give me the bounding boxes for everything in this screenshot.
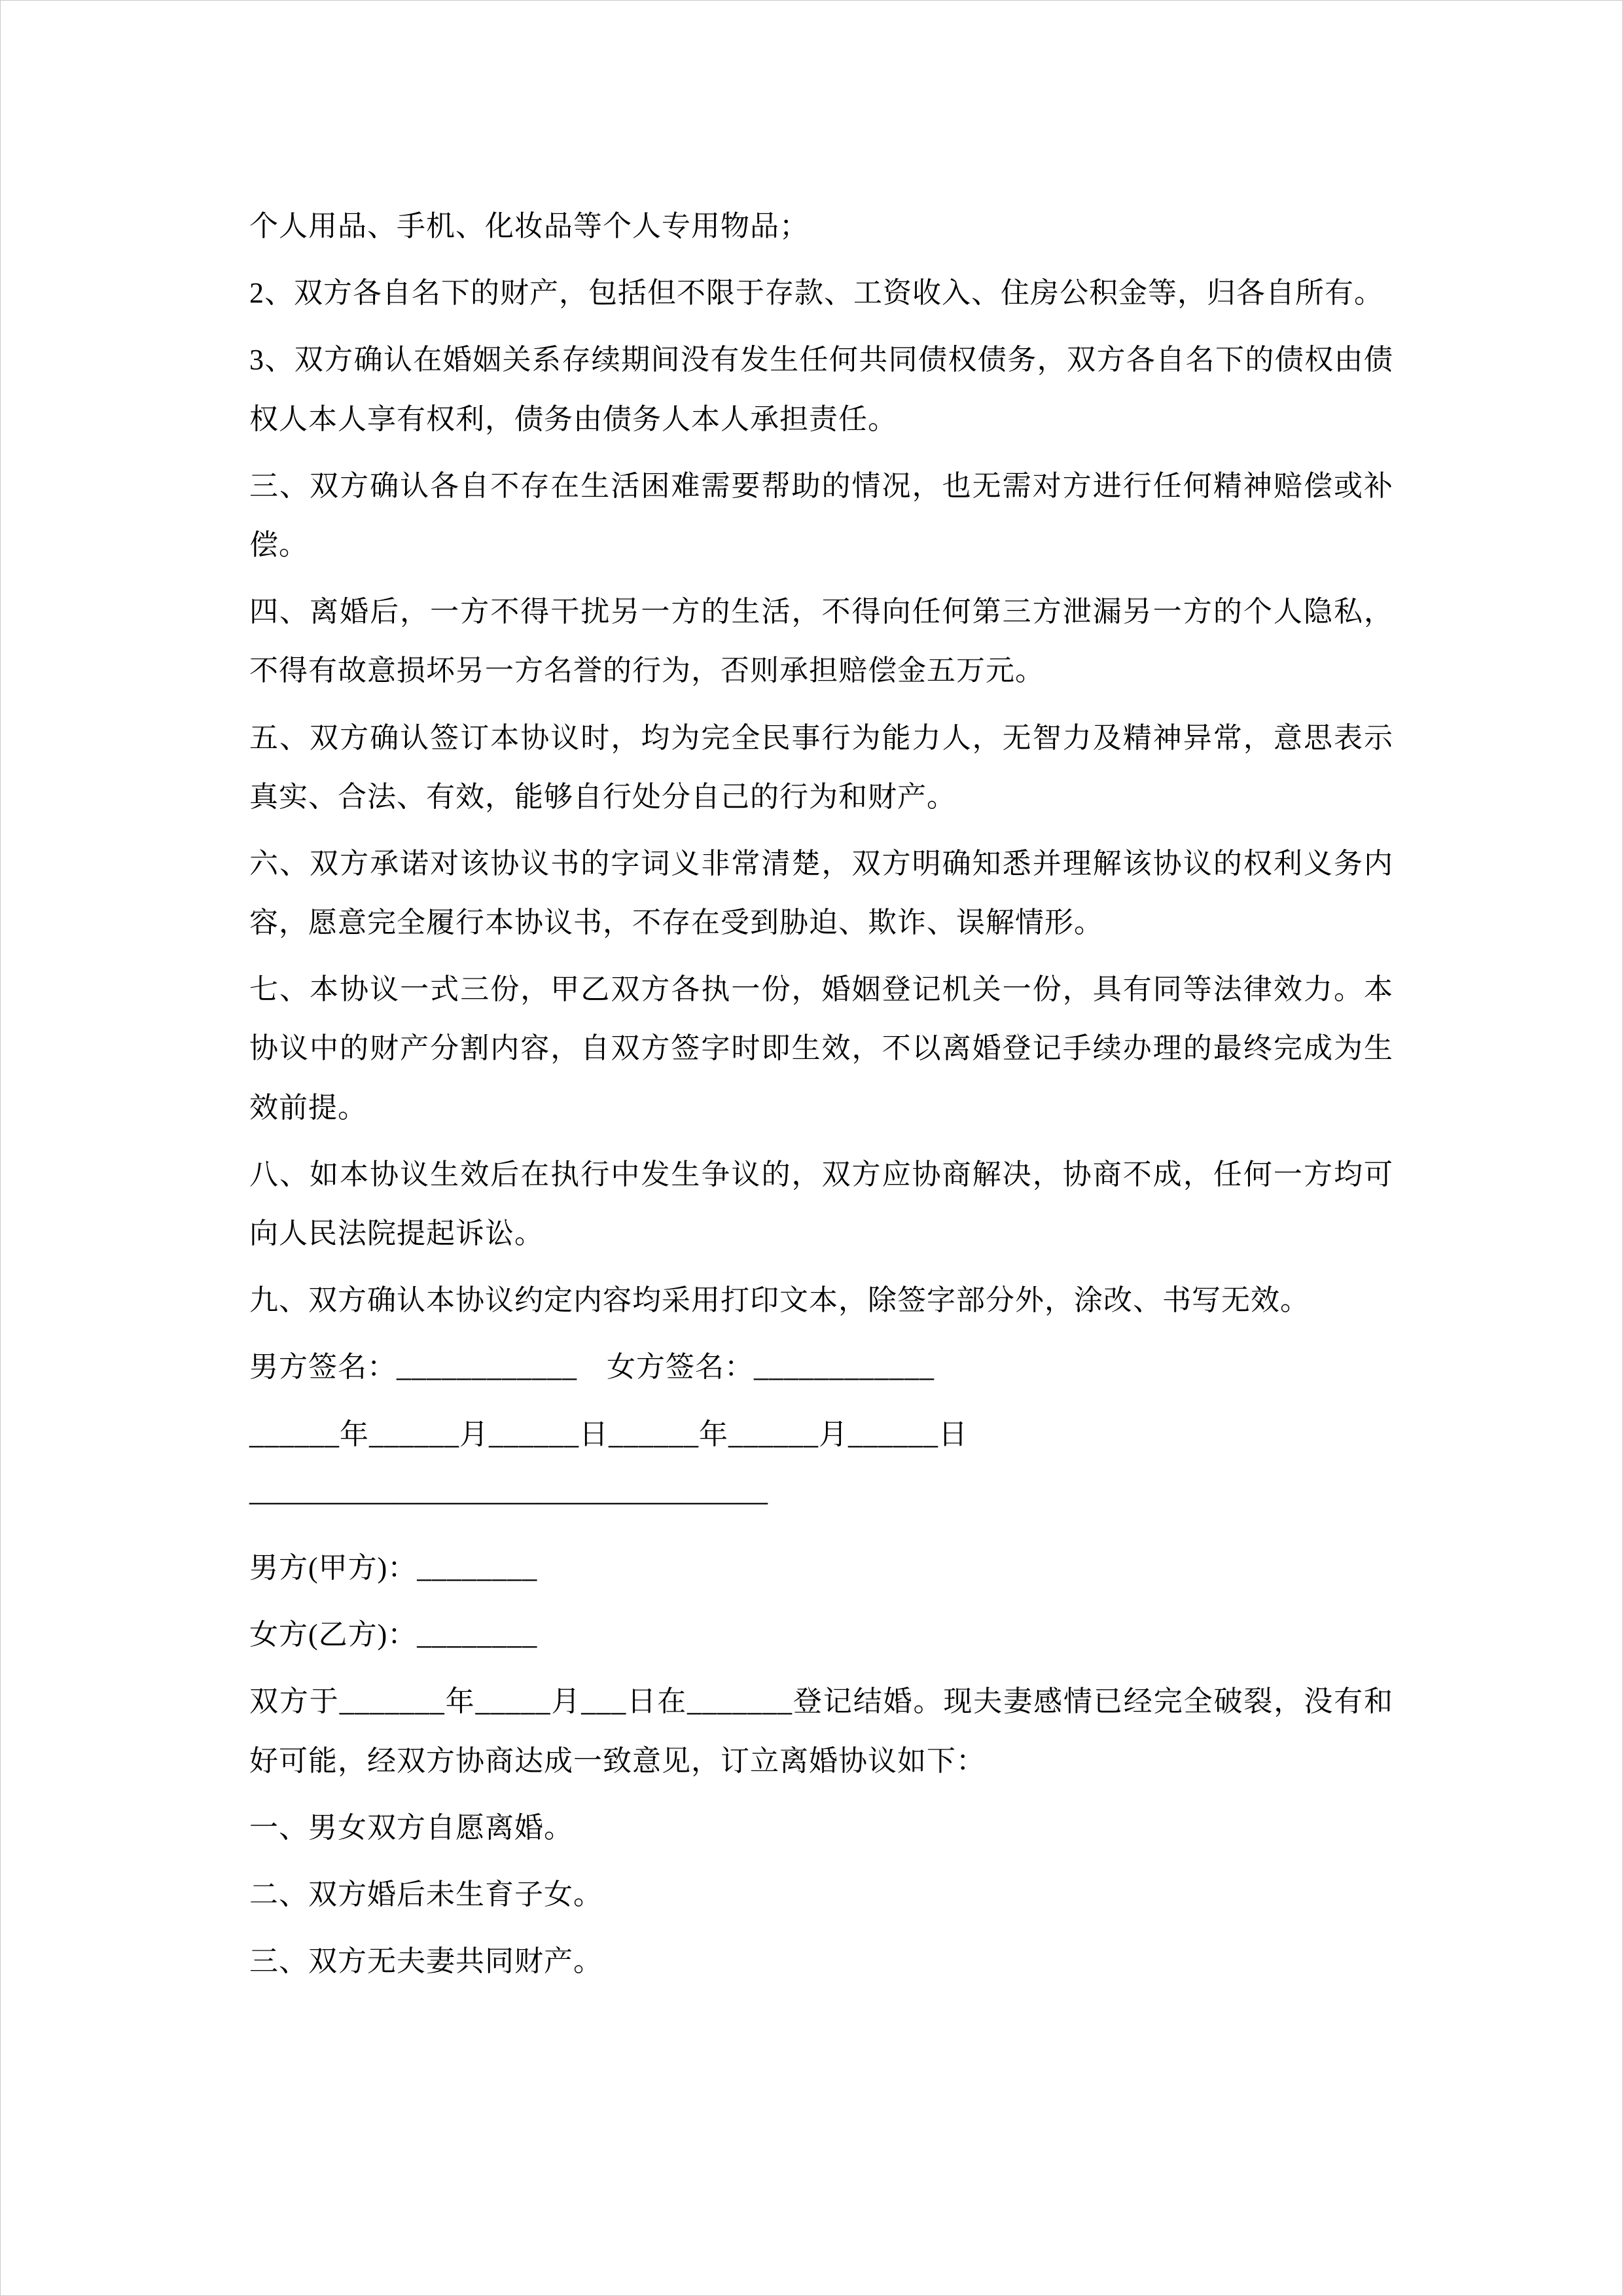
clause-one-voluntary-divorce: 一、男女双方自愿离婚。 [249,1811,573,1844]
clause-two-no-children: 二、双方婚后未生育子女。 [249,1878,603,1910]
party-a-line: 男方(甲方)：________ [249,1551,538,1584]
clause-four-privacy: 四、离婚后，一方不得干扰另一方的生活，不得向任何第三方泄漏另一方的个人隐私，不得有故意损坏另一方名誉的行为，否则承担赔偿金五万元。 [249,596,1393,687]
document-body [249,197,1393,1999]
clause-five-capacity: 五、双方确认签订本协议时，均为完全民事行为能力人，无智力及精神异常，意思表示真实、合法、有效，能够自行处分自己的行为和财产。 [249,721,1393,813]
clause-three-no-joint-property: 三、双方无夫妻共同财产。 [249,1945,603,1978]
party-b-line: 女方(乙方)：________ [249,1619,538,1651]
clause-eight-dispute: 八、如本协议生效后在执行中发生争议的，双方应协商解决，协商不成，任何一方均可向人民法院提起诉讼。 [249,1158,1393,1249]
section-divider: —————————————————— [249,1484,768,1517]
signature-line: 男方签名：____________ 女方签名：____________ [249,1351,935,1384]
clause-nine-printed-text: 九、双方确认本协议约定内容均采用打印文本，除签字部分外，涂改、书写无效。 [249,1284,1310,1317]
clause-seven-copies: 七、本协议一式三份，甲乙双方各执一份，婚姻登记机关一份，具有同等法律效力。本协议中的财产分割内容，自双方签字时即生效，不以离婚登记手续办理的最终完成为生效前提。 [249,973,1393,1124]
date-line: ______年______月______日______年______月______日 [249,1418,968,1450]
clause-3-debts: 3、双方确认在婚姻关系存续期间没有发生任何共同债权债务，双方各自名下的债权由债权人本人享有权利，债务由债务人本人承担责任。 [249,344,1393,435]
marriage-registration-line: 双方于_______年_____月___日在_______登记结婚。现夫妻感情已经完全破裂，没有和好可能，经双方协商达成一致意见，订立离婚协议如下： [249,1685,1393,1777]
clause-2-separate-property: 2、双方各自名下的财产，包括但不限于存款、工资收入、住房公积金等，归各自所有。 [249,277,1383,310]
clause-three-no-hardship: 三、双方确认各自不存在生活困难需要帮助的情况，也无需对方进行任何精神赔偿或补偿。 [249,469,1393,561]
clause-personal-items: 个人用品、手机、化妆品等个人专用物品； [249,210,809,242]
clause-six-understanding: 六、双方承诺对该协议书的字词义非常清楚，双方明确知悉并理解该协议的权利义务内容，愿意完全履行本协议书，不存在受到胁迫、欺诈、误解情形。 [249,847,1393,939]
